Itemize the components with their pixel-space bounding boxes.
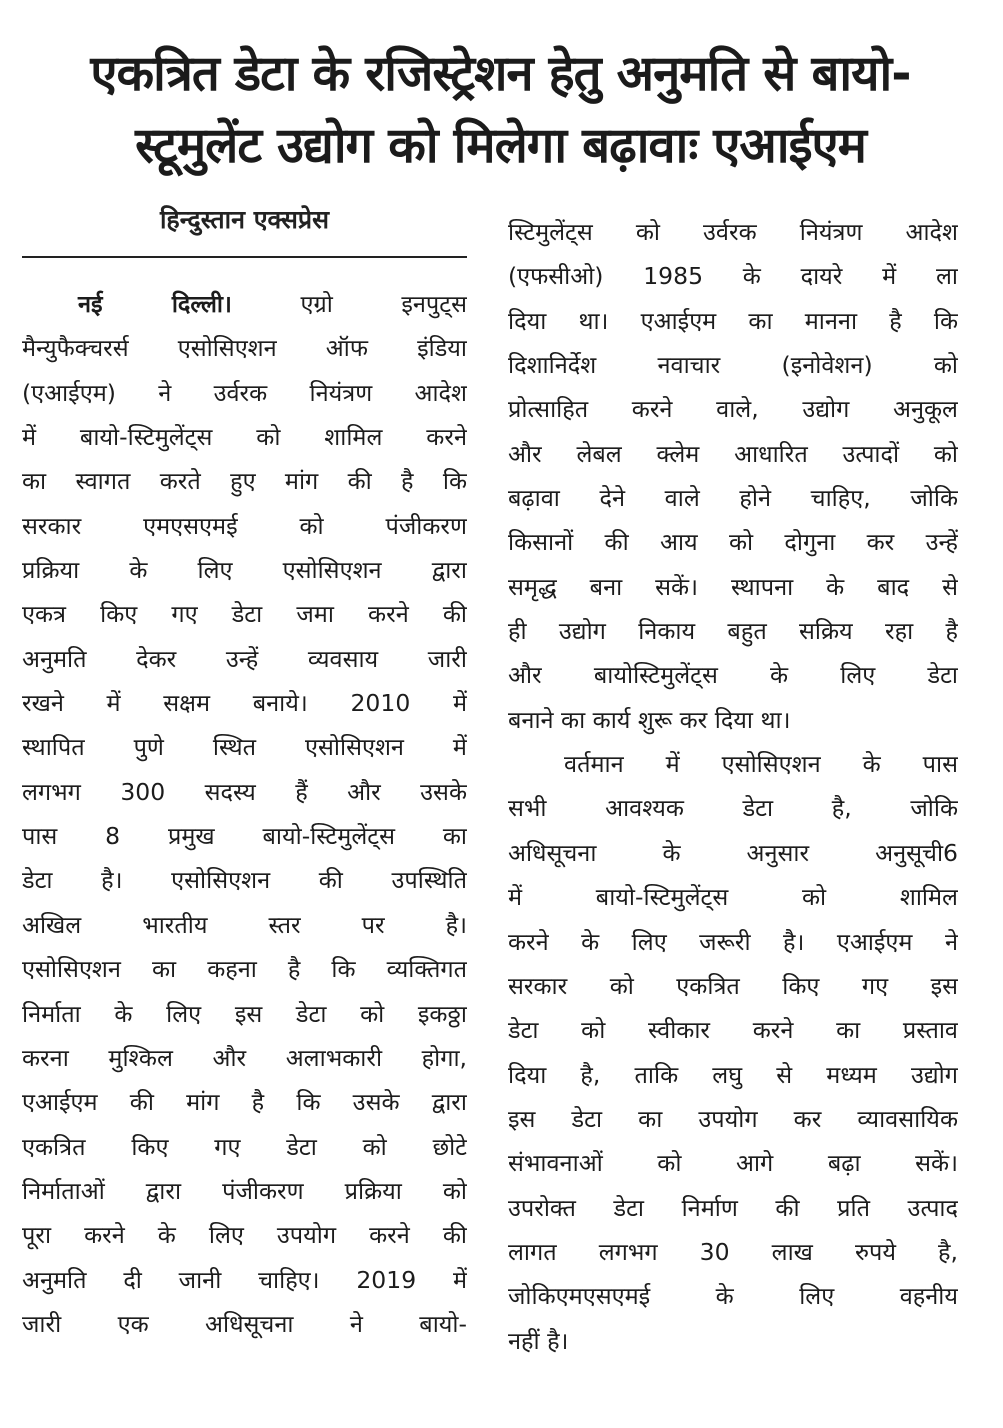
article-line: मैन्युफैक्चरर्स एसोसिएशन ऑफ इंडिया [22, 334, 467, 363]
article-line: (एआईएम) ने उर्वरक नियंत्रण आदेश [22, 378, 467, 407]
article-line: सरकार एमएसएमई को पंजीकरण [22, 511, 467, 540]
article-line: सरकार को एकत्रित किए गए इस [508, 971, 958, 1000]
article-line: दिशानिर्देश नवाचार (इनोवेशन) को [508, 351, 958, 380]
article-line: एआईएम की मांग है कि उसके द्वारा [22, 1088, 467, 1117]
article-line: अधिसूचना के अनुसार अनुसूची6 [508, 838, 958, 867]
article-line: करना मुश्किल और अलाभकारी होगा, [22, 1043, 467, 1072]
article-line: सभी आवश्यक डेटा है, जोकि [508, 794, 958, 823]
article-line: प्रक्रिया के लिए एसोसिएशन द्वारा [22, 556, 467, 585]
article-line: एकत्र किए गए डेटा जमा करने की [22, 600, 467, 629]
byline-divider [22, 256, 467, 258]
article-line: का स्वागत करते हुए मांग की है कि [22, 467, 467, 496]
article-line: एकत्रित किए गए डेटा को छोटे [22, 1132, 467, 1161]
article-line: नहीं है। [508, 1326, 569, 1355]
article-line-text: एग्रो इनपुट्स [300, 290, 467, 318]
article-line: (एफसीओ) 1985 के दायरे में ला [508, 262, 958, 291]
article-line: जोकिएमएसएमई के लिए वहनीय [508, 1282, 958, 1311]
article-line: में बायो-स्टिमुलेंट्स को शामिल करने [22, 423, 467, 452]
article-line: डेटा है। एसोसिएशन की उपस्थिति [22, 866, 467, 895]
article-line: बनाने का कार्य शुरू कर दिया था। [508, 705, 791, 734]
article-line: उपरोक्त डेटा निर्माण की प्रति उत्पाद [508, 1193, 958, 1222]
article-line: संभावनाओं को आगे बढ़ा सकें। [508, 1149, 958, 1178]
article-line: दिया था। एआईएम का मानना है कि [508, 306, 958, 335]
headline [18, 38, 983, 182]
article-line: डेटा को स्वीकार करने का प्रस्ताव [508, 1016, 958, 1045]
article-line: ही उद्योग निकाय बहुत सक्रिय रहा है [508, 617, 958, 646]
article-line: लागत लगभग 30 लाख रुपये है, [508, 1237, 958, 1266]
article-line: निर्माता के लिए इस डेटा को इकठ्ठा [22, 999, 467, 1028]
article-line: और बायोस्टिमुलेंट्स के लिए डेटा [508, 661, 958, 690]
article-line: वर्तमान में एसोसिएशन के पास [564, 750, 958, 779]
byline: हिन्दुस्तान एक्सप्रेस [159, 205, 330, 234]
article-line: एसोसिएशन का कहना है कि व्यक्तिगत [22, 955, 467, 984]
article-line: किसानों की आय को दोगुना कर उन्हें [508, 528, 958, 557]
article-line: अनुमति दी जानी चाहिए। 2019 में [22, 1265, 467, 1294]
article-line [22, 282, 467, 326]
article-line: अखिल भारतीय स्तर पर है। [22, 910, 467, 939]
article-line: निर्माताओं द्वारा पंजीकरण प्रक्रिया को [22, 1176, 467, 1205]
article-line: में बायो-स्टिमुलेंट्स को शामिल [508, 883, 958, 912]
article-line: बढ़ावा देने वाले होने चाहिए, जोकि [508, 484, 958, 513]
article-line: लगभग 300 सदस्य हैं और उसके [22, 777, 467, 806]
article-column-left [22, 282, 467, 1346]
article-line: स्थापित पुणे स्थित एसोसिएशन में [22, 733, 467, 762]
article-line: जारी एक अधिसूचना ने बायो- [22, 1309, 467, 1338]
article-line: पूरा करने के लिए उपयोग करने की [22, 1221, 467, 1250]
article-column-right [508, 210, 958, 1363]
article-line: रखने में सक्षम बनाये। 2010 में [22, 689, 467, 718]
dateline: नई दिल्ली। [78, 290, 232, 318]
article-line: दिया है, ताकि लघु से मध्यम उद्योग [508, 1060, 958, 1089]
headline-line-2: स्टूमुलेंट उद्योग को मिलेगा बढ़ावाः एआईएम [135, 117, 866, 174]
article-line: करने के लिए जरूरी है। एआईएम ने [508, 927, 958, 956]
article-line: इस डेटा का उपयोग कर व्यावसायिक [508, 1104, 958, 1133]
article-line: पास 8 प्रमुख बायो-स्टिमुलेंट्स का [22, 822, 467, 851]
article-line: समृद्ध बना सकें। स्थापना के बाद से [508, 572, 958, 601]
article-line: अनुमति देकर उन्हें व्यवसाय जारी [22, 644, 467, 673]
article-line: स्टिमुलेंट्स को उर्वरक नियंत्रण आदेश [508, 218, 958, 246]
article-line: और लेबल क्लेम आधारित उत्पादों को [508, 439, 958, 468]
article-line: प्रोत्साहित करने वाले, उद्योग अनुकूल [508, 395, 958, 424]
headline-line-1: एकत्रित डेटा के रजिस्ट्रेशन हेतु अनुमति से बायो- [90, 45, 911, 102]
